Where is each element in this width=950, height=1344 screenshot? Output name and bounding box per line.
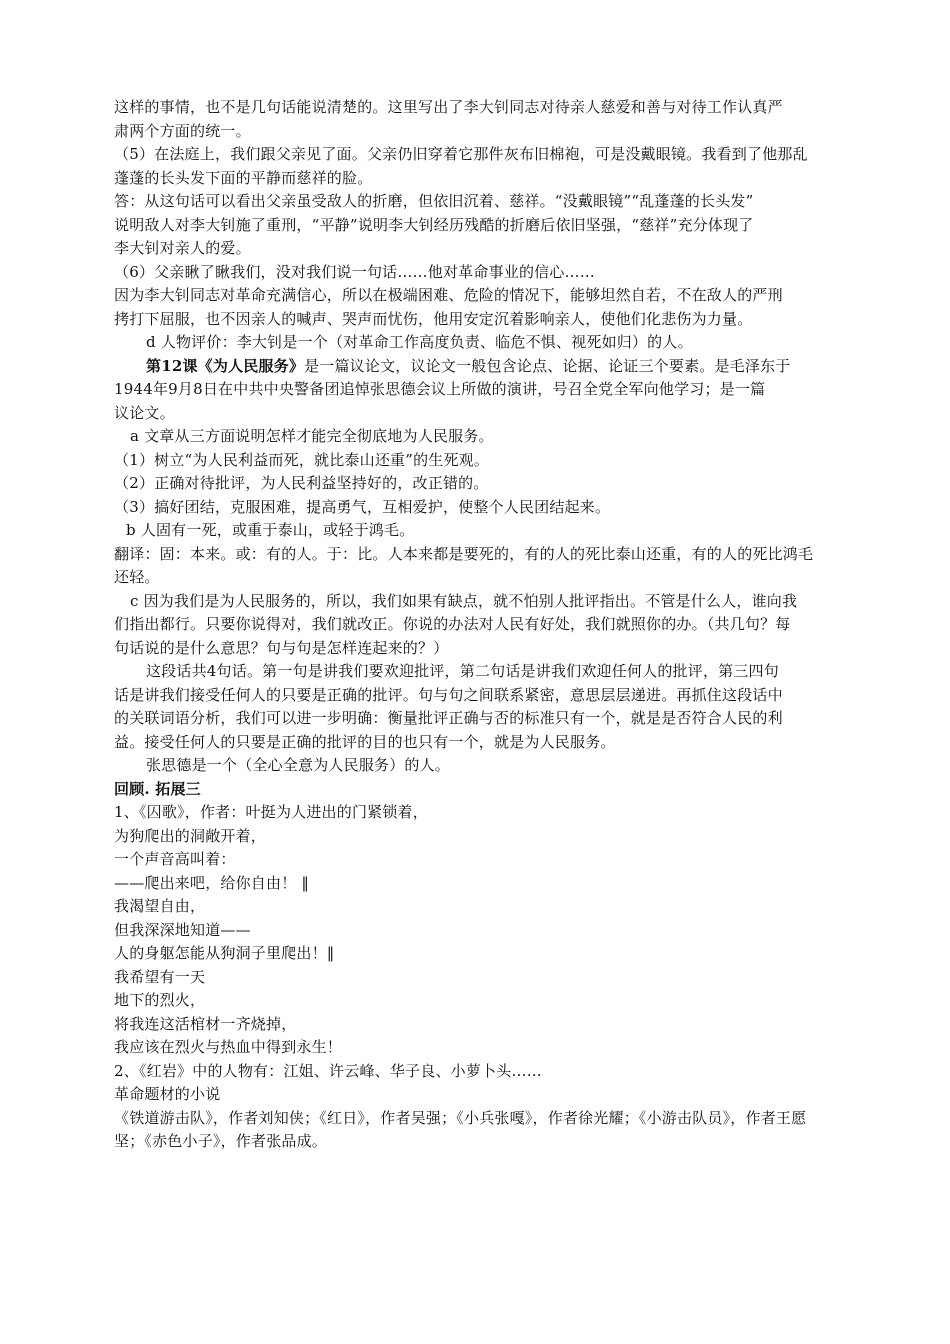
text-line: 们指出都行。只要你说得对，我们就改正。你说的办法对人民有好处，我们就照你的办。（共几句？每 <box>114 615 791 633</box>
text-line: 因为李大钊同志对革命充满信心，所以在极端困难、危险的情况下，能够坦然自若，不在敌人的严刑 <box>114 286 783 304</box>
text-line: 人的身躯怎能从狗洞子里爬出！‖ <box>114 944 335 962</box>
text-line: 翻译：固：本来。或：有的人。于：比。人本来都是要死的，有的人的死比泰山还重，有的人的死比鸿毛 <box>114 544 814 563</box>
text-line: （2）正确对待批评，为人民利益坚持好的，改正错的。 <box>114 474 489 492</box>
text-line: 1944年9月8日在中共中央警备团追悼张思德会议上所做的演讲，号召全党全军向他学习；是一篇 <box>114 380 766 398</box>
text-line: 这样的事情，也不是几句话能说清楚的。这里写出了李大钊同志对待亲人慈爱和善与对待工作认真严 <box>114 98 783 116</box>
text-line: d 人物评价：李大钊是一个（对革命工作高度负责、临危不惧、视死如归）的人。 <box>146 333 693 351</box>
text-line: 1、《囚歌》，作者：叶挺为人进出的门紧锁着， <box>114 803 428 821</box>
text-line: 我希望有一天 <box>114 967 206 986</box>
text-line: ——爬出来吧，给你自由！ ‖ <box>114 873 310 892</box>
text-line: 但我深深地知道—— <box>114 920 251 939</box>
text-line: 句话说的是什么意思？句与句是怎样连起来的？） <box>114 638 449 657</box>
text-line: 我应该在烈火与热血中得到永生！ <box>114 1038 343 1056</box>
text-line: （6）父亲瞅了瞅我们，没对我们说一句话……他对革命事业的信心…… <box>114 262 595 281</box>
text-line: （3）搞好团结，克服困难，提高勇气，互相爱护，使整个人民团结起来。 <box>114 497 611 516</box>
text-line: 《铁道游击队》，作者刘知侠；《红日》，作者吴强；《小兵张嘎》，作者徐光耀；《小游击队员》，作者王愿 <box>114 1108 807 1127</box>
text-line: 肃两个方面的统一。 <box>114 121 251 140</box>
text-line: 蓬蓬的长头发下面的平静而慈祥的脸。 <box>114 168 373 187</box>
text-line: 张思德是一个（全心全意为人民服务）的人。 <box>146 756 451 774</box>
text-line: 为狗爬出的洞敞开着， <box>114 826 267 845</box>
lesson-title: 第12课《为人民服务》 <box>146 356 305 375</box>
text-line <box>114 355 840 379</box>
text-line: 回顾. 拓展三 <box>114 779 201 798</box>
text-line: （5）在法庭上，我们跟父亲见了面。父亲仍旧穿着它那件灰布旧棉袍，可是没戴眼镜。我看到了他那乱 <box>114 145 808 163</box>
text-line: 的关联词语分析，我们可以进一步明确：衡量批评正确与否的标准只有一个，就是是否符合人民的利 <box>114 709 783 727</box>
text-line-rest: 是一篇议论文，议论文一般包含论点、论据、论证三个要素。是毛泽东于 <box>304 356 791 375</box>
text-line: 这段话共4句话。第一句是讲我们要欢迎批评，第二句话是讲我们欢迎任何人的批评，第三四句 <box>146 662 779 680</box>
text-line: a 文章从三方面说明怎样才能完全彻底地为人民服务。 <box>130 427 494 445</box>
document-body <box>114 96 840 1154</box>
text-line: 益。接受任何人的只要是正确的批评的目的也只有一个，就是为人民服务。 <box>114 732 616 751</box>
text-line: 地下的烈火， <box>114 991 206 1009</box>
text-line: 李大钊对亲人的爱。 <box>114 239 251 257</box>
text-line: 拷打下屈服，也不因亲人的喊声、哭声而忧伤，他用安定沉着影响亲人，使他们化悲伤为力量。 <box>114 309 753 328</box>
text-line: 说明敌人对李大钊施了重刑，“平静”说明李大钊经历残酷的折磨后依旧坚强，“慈祥”充分体现了 <box>114 215 754 234</box>
text-line: 话是讲我们接受任何人的只要是正确的批评。句与句之间联系紧密，意思层层递进。再抓住这段话中 <box>114 685 783 704</box>
text-line: c 因为我们是为人民服务的，所以，我们如果有缺点，就不怕别人批评指出。不管是什么人，谁向我 <box>130 591 798 610</box>
text-line: （1）树立“为人民利益而死，就比泰山还重”的生死观。 <box>114 450 490 469</box>
text-line: 将我连这活棺材一齐烧掉， <box>114 1014 297 1033</box>
text-line: b 人固有一死，或重于泰山，或轻于鸿毛。 <box>126 521 415 539</box>
text-line: 我渴望自由， <box>114 897 206 915</box>
text-line: 议论文。 <box>114 403 175 422</box>
text-line: 2、《红岩》中的人物有：江姐、许云峰、华子良、小萝卜头…… <box>114 1061 542 1080</box>
text-line: 革命题材的小说 <box>114 1085 221 1103</box>
text-line: 答：从这句话可以看出父亲虽受敌人的折磨，但依旧沉着、慈祥。“没戴眼镜”“乱蓬蓬的长头发” <box>114 192 754 210</box>
text-line: 坚；《赤色小子》，作者张品成。 <box>114 1132 328 1150</box>
text-line: 还轻。 <box>114 568 160 586</box>
text-line: 一个声音高叫着： <box>114 850 236 868</box>
